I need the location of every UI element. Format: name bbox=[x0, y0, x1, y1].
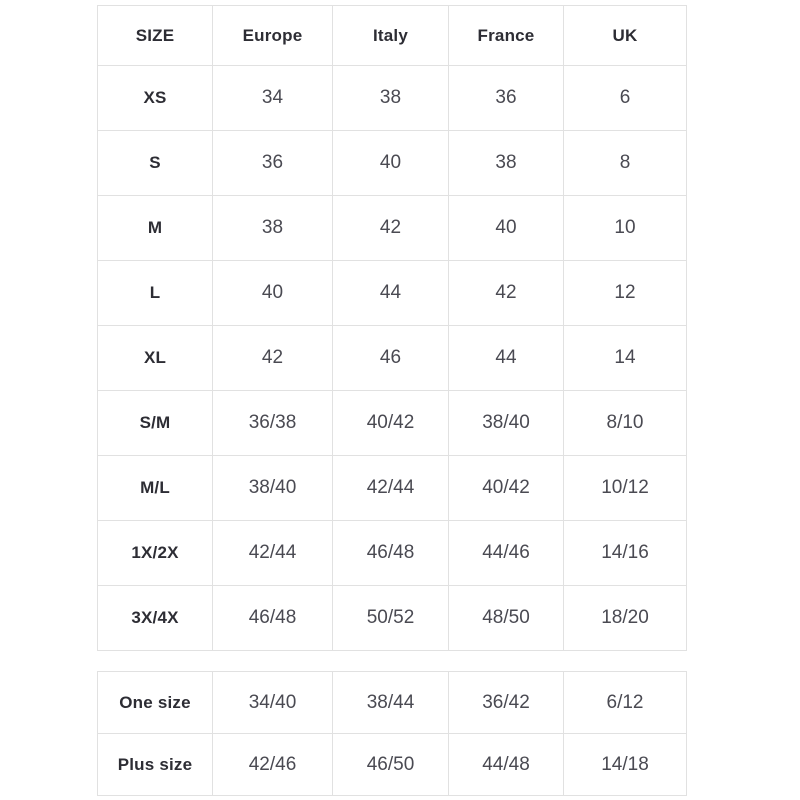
size-value-cell: 38 bbox=[333, 66, 449, 131]
size-value-cell: 48/50 bbox=[449, 586, 564, 651]
size-value-cell: 40 bbox=[213, 261, 333, 326]
size-value-cell: 34/40 bbox=[213, 672, 333, 734]
size-value-cell: 46 bbox=[333, 326, 449, 391]
size-value-cell: 44 bbox=[333, 261, 449, 326]
table-row bbox=[98, 131, 687, 196]
size-label-cell: M/L bbox=[98, 456, 213, 521]
size-value-cell: 38 bbox=[449, 131, 564, 196]
column-header-europe: Europe bbox=[213, 6, 333, 66]
size-value-cell: 8/10 bbox=[564, 391, 687, 456]
table-row bbox=[98, 456, 687, 521]
size-label-cell: One size bbox=[98, 672, 213, 734]
size-value-cell: 10/12 bbox=[564, 456, 687, 521]
table-row bbox=[98, 391, 687, 456]
size-value-cell: 44 bbox=[449, 326, 564, 391]
header-row bbox=[98, 6, 687, 66]
size-value-cell: 14/18 bbox=[564, 734, 687, 796]
size-table-header bbox=[98, 6, 687, 66]
special-sizes-table bbox=[97, 671, 687, 796]
size-value-cell: 12 bbox=[564, 261, 687, 326]
size-value-cell: 46/50 bbox=[333, 734, 449, 796]
size-value-cell: 46/48 bbox=[213, 586, 333, 651]
size-value-cell: 42 bbox=[333, 196, 449, 261]
column-header-france: France bbox=[449, 6, 564, 66]
size-value-cell: 36/38 bbox=[213, 391, 333, 456]
size-value-cell: 40 bbox=[449, 196, 564, 261]
size-value-cell: 38/40 bbox=[213, 456, 333, 521]
size-label-cell: S bbox=[98, 131, 213, 196]
table-row bbox=[98, 261, 687, 326]
size-value-cell: 42/46 bbox=[213, 734, 333, 796]
size-value-cell: 38/44 bbox=[333, 672, 449, 734]
size-value-cell: 50/52 bbox=[333, 586, 449, 651]
column-header-uk: UK bbox=[564, 6, 687, 66]
column-header-size: SIZE bbox=[98, 6, 213, 66]
size-value-cell: 36/42 bbox=[449, 672, 564, 734]
size-value-cell: 42/44 bbox=[213, 521, 333, 586]
size-value-cell: 40 bbox=[333, 131, 449, 196]
size-label-cell: L bbox=[98, 261, 213, 326]
special-sizes-table-body bbox=[98, 672, 687, 796]
size-value-cell: 6 bbox=[564, 66, 687, 131]
size-value-cell: 18/20 bbox=[564, 586, 687, 651]
size-value-cell: 40/42 bbox=[449, 456, 564, 521]
size-label-cell: S/M bbox=[98, 391, 213, 456]
size-value-cell: 6/12 bbox=[564, 672, 687, 734]
table-row bbox=[98, 586, 687, 651]
size-value-cell: 42 bbox=[213, 326, 333, 391]
size-conversion-table bbox=[97, 5, 687, 651]
size-value-cell: 14 bbox=[564, 326, 687, 391]
table-row bbox=[98, 734, 687, 796]
size-value-cell: 38/40 bbox=[449, 391, 564, 456]
size-value-cell: 44/48 bbox=[449, 734, 564, 796]
size-label-cell: XL bbox=[98, 326, 213, 391]
size-value-cell: 46/48 bbox=[333, 521, 449, 586]
size-value-cell: 42/44 bbox=[333, 456, 449, 521]
size-label-cell: XS bbox=[98, 66, 213, 131]
column-header-italy: Italy bbox=[333, 6, 449, 66]
size-value-cell: 34 bbox=[213, 66, 333, 131]
table-row bbox=[98, 672, 687, 734]
table-row bbox=[98, 196, 687, 261]
size-value-cell: 8 bbox=[564, 131, 687, 196]
size-value-cell: 14/16 bbox=[564, 521, 687, 586]
size-value-cell: 44/46 bbox=[449, 521, 564, 586]
size-value-cell: 36 bbox=[213, 131, 333, 196]
size-value-cell: 10 bbox=[564, 196, 687, 261]
size-label-cell: 3X/4X bbox=[98, 586, 213, 651]
size-value-cell: 36 bbox=[449, 66, 564, 131]
table-row bbox=[98, 66, 687, 131]
size-label-cell: 1X/2X bbox=[98, 521, 213, 586]
size-table-body bbox=[98, 66, 687, 651]
size-value-cell: 38 bbox=[213, 196, 333, 261]
size-label-cell: Plus size bbox=[98, 734, 213, 796]
table-row bbox=[98, 326, 687, 391]
size-value-cell: 40/42 bbox=[333, 391, 449, 456]
size-label-cell: M bbox=[98, 196, 213, 261]
size-value-cell: 42 bbox=[449, 261, 564, 326]
table-row bbox=[98, 521, 687, 586]
